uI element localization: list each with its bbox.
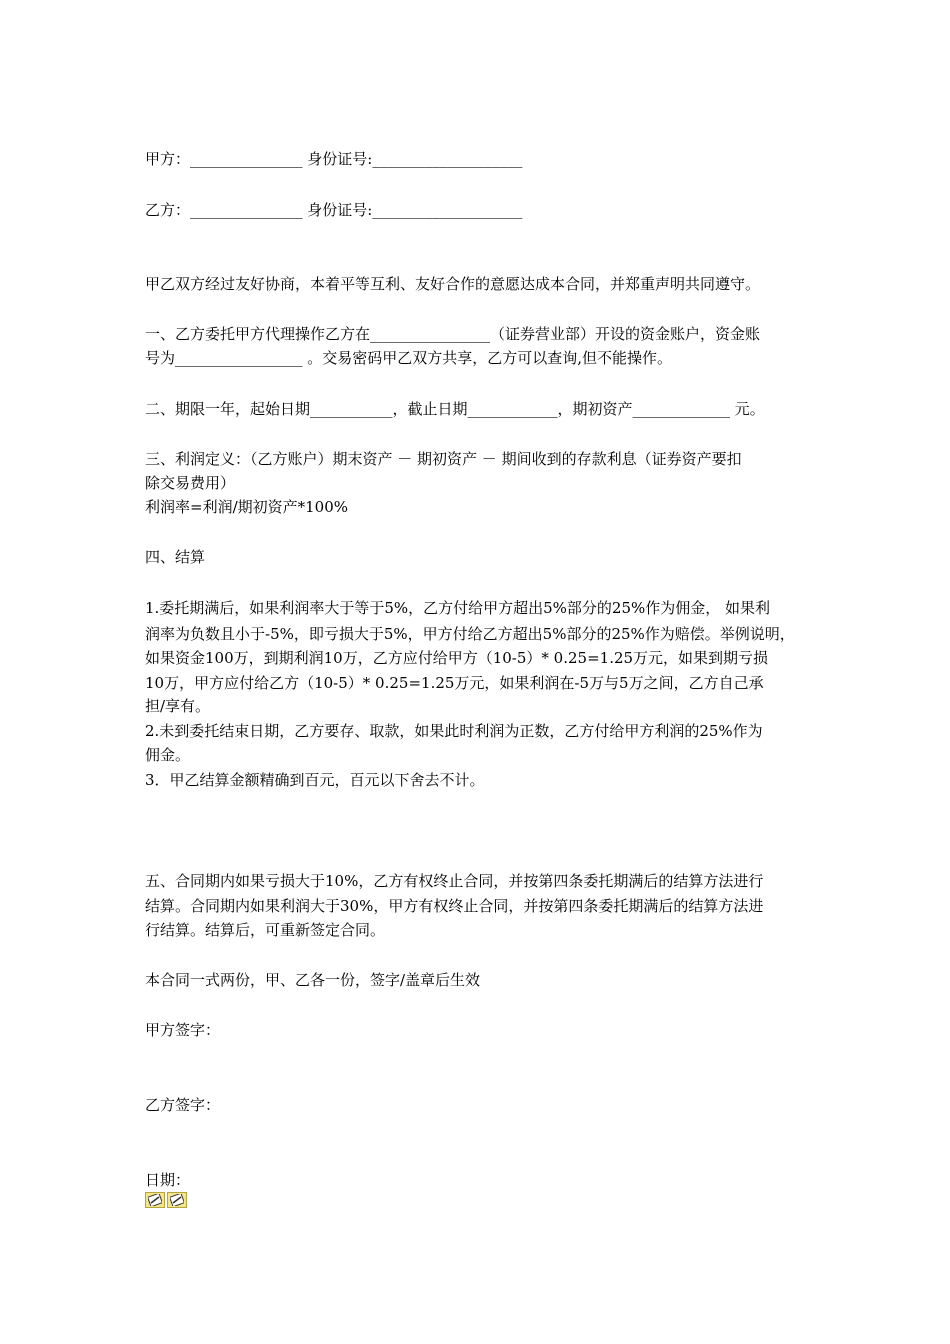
party-b-signature-label: 乙方签字： bbox=[145, 1096, 221, 1114]
party-a-signature-label: 甲方签字： bbox=[145, 1021, 221, 1039]
intro-paragraph: 甲乙双方经过友好协商，本着平等互利、友好合作的意愿达成本合同，并郑重声明共同遵守。 bbox=[145, 275, 761, 293]
copies-statement: 本合同一式两份，甲、乙各一份，签字/盖章后生效 bbox=[145, 971, 481, 989]
clause-3-formula: 利润率=利润/期初资产*100% bbox=[145, 498, 349, 516]
clause-4-line-6: 2.未到委托结束日期，乙方要存、取款，如果此时利润为正数，乙方付给甲方利润的25%作为 bbox=[145, 722, 763, 740]
clause-4-line-7: 佣金。 bbox=[145, 746, 191, 764]
clause-5-line-2: 结算。合同期内如果利润大于30%，甲方有权终止合同，并按第四条委托期满后的结算方法进 bbox=[145, 897, 764, 915]
clause-4-title: 四、结算 bbox=[145, 548, 206, 566]
clause-3-line-1: 三、利润定义：（乙方账户）期末资产 － 期初资产 － 期间收到的存款利息（证券资产要扣 bbox=[145, 450, 742, 468]
clause-4-line-8: 3．甲乙结算金额精确到百元，百元以下舍去不计。 bbox=[145, 771, 485, 789]
clause-4-line-3: 如果资金100万，到期利润10万，乙方应付给甲方（10-5）* 0.25=1.25万元，如果到期亏损 bbox=[145, 649, 769, 667]
clause-1-line-1: 一、乙方委托甲方代理操作乙方在________________（证券营业部）开设的资金账户，资金账 bbox=[145, 325, 761, 343]
clause-5-line-1: 五、合同期内如果亏损大于10%，乙方有权终止合同，并按第四条委托期满后的结算方法进行 bbox=[145, 872, 764, 890]
clause-3-line-2: 除交易费用） bbox=[145, 474, 236, 492]
embedded-icons bbox=[145, 1192, 187, 1208]
pencil-icon[interactable] bbox=[167, 1192, 187, 1208]
clause-2: 二、期限一年，起始日期___________，截止日期____________，期初资产_____________ 元。 bbox=[145, 400, 765, 418]
clause-1-line-2: 号为_________________ 。交易密码甲乙双方共享，乙方可以查询,但不能操作。 bbox=[145, 349, 673, 367]
party-a-line: 甲方：_______________ 身份证号:____________________ bbox=[145, 150, 523, 168]
clause-4-line-2: 润率为负数且小于-5%，即亏损大于5%，甲方付给乙方超出5%部分的25%作为赔偿。举例说明， bbox=[145, 625, 795, 643]
clause-4-line-4: 10万，甲方应付给乙方（10-5）* 0.25=1.25万元，如果利润在-5万与5万之间，乙方自己承 bbox=[145, 674, 764, 692]
clause-4-line-1: 1.委托期满后，如果利润率大于等于5%，乙方付给甲方超出5%部分的25%作为佣金， 如果利 bbox=[145, 599, 771, 617]
date-label: 日期： bbox=[145, 1171, 191, 1189]
pencil-icon[interactable] bbox=[145, 1192, 165, 1208]
clause-4-line-5: 担/享有。 bbox=[145, 697, 211, 715]
clause-5-line-3: 行结算。结算后，可重新签定合同。 bbox=[145, 921, 386, 939]
party-b-line: 乙方：_______________ 身份证号:____________________ bbox=[145, 201, 523, 219]
